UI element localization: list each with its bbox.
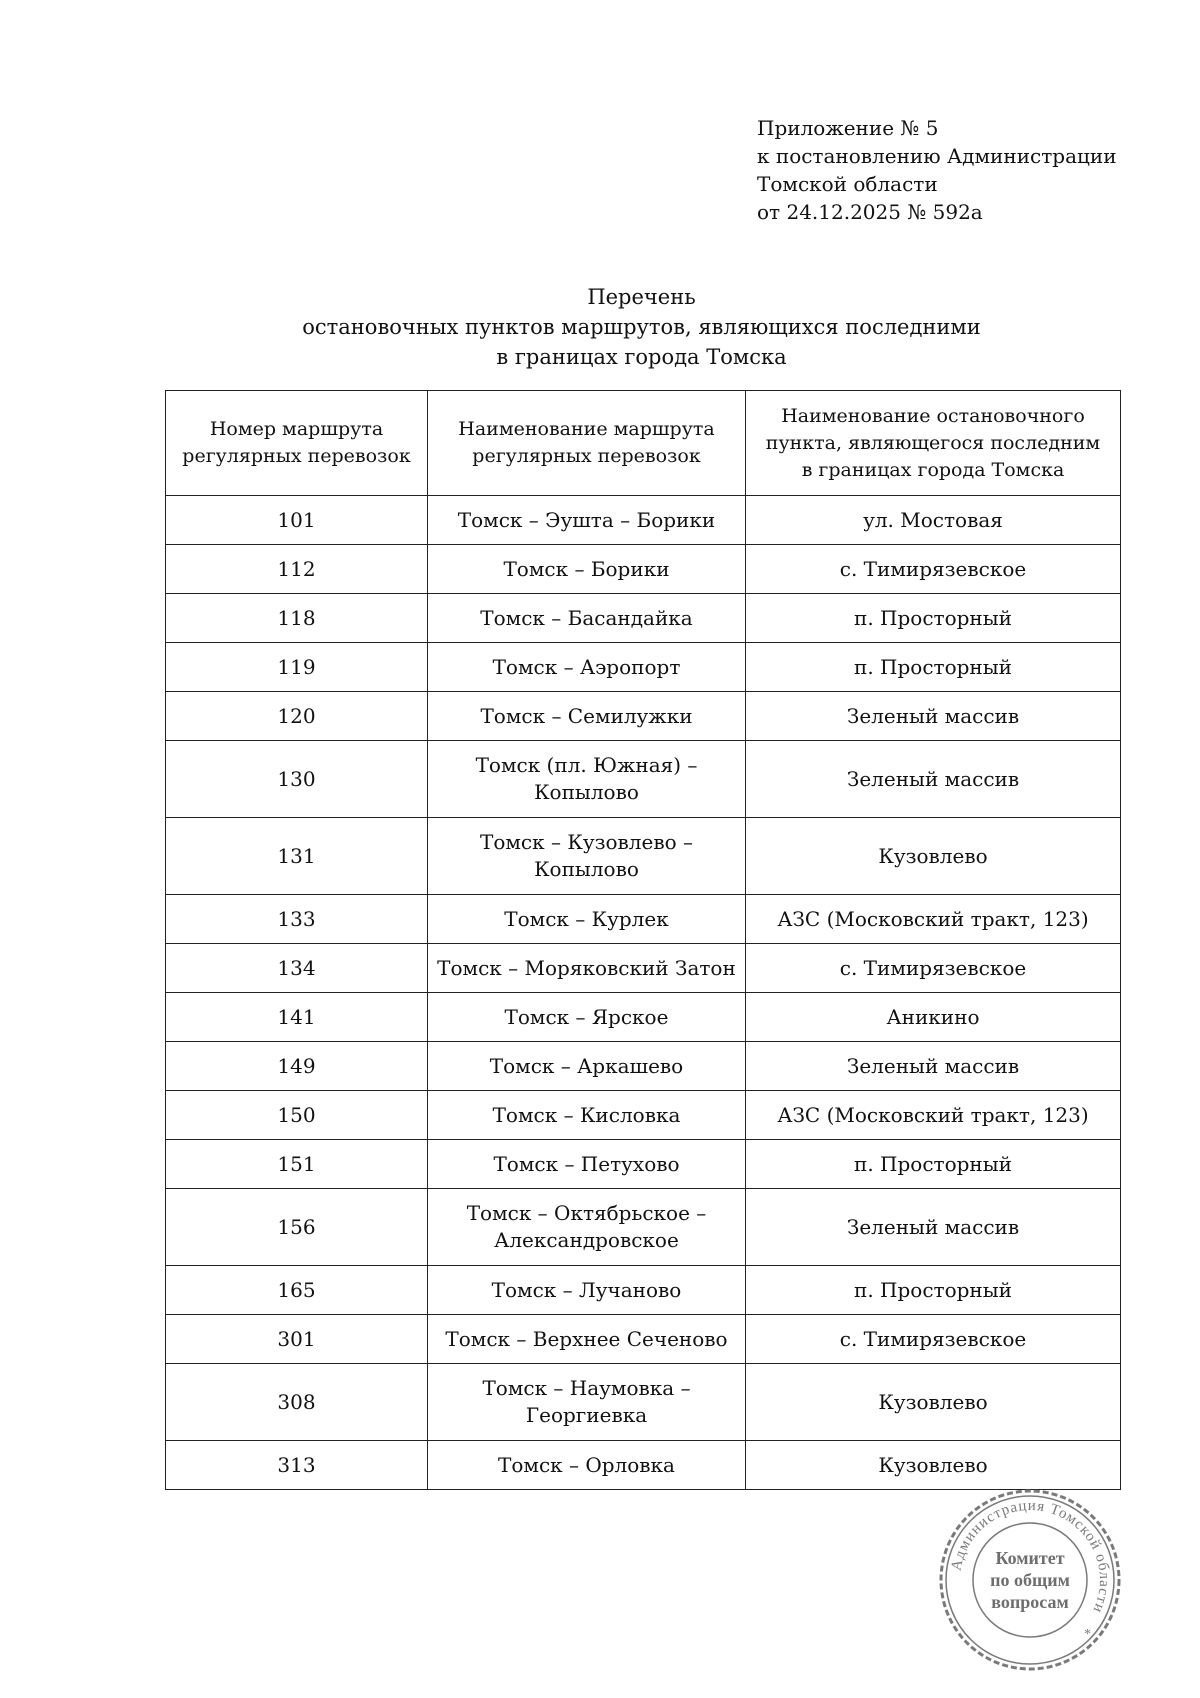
route-name-line: Томск – Борики <box>503 556 670 581</box>
route-number-cell: 134 <box>166 944 428 993</box>
header-last-stop <box>746 391 1121 496</box>
route-name-line: Томск – Курлек <box>504 906 669 931</box>
table-row <box>166 944 1121 993</box>
route-number-cell: 101 <box>166 496 428 545</box>
route-number-cell: 165 <box>166 1266 428 1315</box>
route-name-line: Копылово <box>534 857 639 881</box>
route-name-cell <box>428 1315 746 1364</box>
route-name-cell <box>428 1042 746 1091</box>
document-title <box>165 282 1118 372</box>
last-stop-cell: с. Тимирязевское <box>746 545 1121 594</box>
appendix-line-3: Томской области <box>757 172 938 196</box>
route-name-cell <box>428 741 746 818</box>
stamp-ring-text: Администрация Томской области <box>948 1497 1113 1616</box>
table-row <box>166 1091 1121 1140</box>
title-line-3: в границах города Томска <box>496 345 787 369</box>
route-number-cell: 131 <box>166 818 428 895</box>
route-number-cell: 130 <box>166 741 428 818</box>
route-number-cell: 150 <box>166 1091 428 1140</box>
route-name-line: Томск – Кузовлево – <box>479 830 693 854</box>
route-name-cell <box>428 594 746 643</box>
route-name-line: Томск – Октябрьское – <box>466 1201 707 1225</box>
route-name-line: Томск – Аэропорт <box>492 654 681 679</box>
appendix-line-1: Приложение № 5 <box>757 116 939 140</box>
stamp-star-icon: * <box>1084 1627 1091 1642</box>
table-row <box>166 1189 1121 1266</box>
table-row <box>166 643 1121 692</box>
last-stop-cell: с. Тимирязевское <box>746 944 1121 993</box>
route-name-cell <box>428 818 746 895</box>
table-header-row <box>166 391 1121 496</box>
last-stop-cell: п. Просторный <box>746 1140 1121 1189</box>
route-number-cell: 112 <box>166 545 428 594</box>
route-name-cell <box>428 692 746 741</box>
last-stop-cell: с. Тимирязевское <box>746 1315 1121 1364</box>
table-row <box>166 1315 1121 1364</box>
header-route-number <box>166 391 428 496</box>
last-stop-cell: ул. Мостовая <box>746 496 1121 545</box>
table-row <box>166 993 1121 1042</box>
route-name-line: Томск – Ярское <box>504 1004 669 1029</box>
appendix-line-4: от 24.12.2025 № 592а <box>757 200 983 224</box>
table-row <box>166 496 1121 545</box>
header-route-name <box>428 391 746 496</box>
route-number-cell: 118 <box>166 594 428 643</box>
table-row <box>166 741 1121 818</box>
route-name-cell <box>428 1091 746 1140</box>
header-line: в границах города Томска <box>801 458 1065 481</box>
routes-table <box>165 390 1121 1490</box>
last-stop-cell: Зеленый массив <box>746 1189 1121 1266</box>
route-number-cell: 301 <box>166 1315 428 1364</box>
last-stop-cell: АЗС (Московский тракт, 123) <box>746 1091 1121 1140</box>
table-row <box>166 1266 1121 1315</box>
route-name-cell <box>428 496 746 545</box>
route-name-line: Томск – Наумовка – <box>482 1376 691 1400</box>
title-line-2: остановочных пунктов маршрутов, являющихся последними <box>302 315 981 339</box>
last-stop-cell: Аникино <box>746 993 1121 1042</box>
last-stop-cell: Зеленый массив <box>746 1042 1121 1091</box>
last-stop-cell: Кузовлево <box>746 1364 1121 1441</box>
route-number-cell: 119 <box>166 643 428 692</box>
route-name-line: Томск – Басандайка <box>480 605 693 630</box>
route-name-cell <box>428 1441 746 1490</box>
route-name-cell <box>428 1266 746 1315</box>
route-name-line: Томск – Орловка <box>498 1452 675 1477</box>
appendix-line-2: к постановлению Администрации <box>757 144 1117 168</box>
route-name-cell <box>428 944 746 993</box>
route-name-line: Томск – Моряковский Затон <box>437 955 736 980</box>
route-name-line: Копылово <box>534 780 639 804</box>
route-name-cell <box>428 993 746 1042</box>
route-number-cell: 313 <box>166 1441 428 1490</box>
header-line: Наименование маршрута <box>458 418 715 440</box>
route-name-cell <box>428 545 746 594</box>
header-line: регулярных перевозок <box>182 445 411 467</box>
route-number-cell: 120 <box>166 692 428 741</box>
route-name-line: Томск – Семилужки <box>480 703 693 728</box>
last-stop-cell: Зеленый массив <box>746 741 1121 818</box>
table-row <box>166 1140 1121 1189</box>
route-name-line: Александровское <box>494 1228 679 1252</box>
table-body <box>166 496 1121 1490</box>
table-row <box>166 1364 1121 1441</box>
route-number-cell: 151 <box>166 1140 428 1189</box>
route-name-cell <box>428 1364 746 1441</box>
route-number-cell: 156 <box>166 1189 428 1266</box>
last-stop-cell: Кузовлево <box>746 818 1121 895</box>
route-name-line: Томск – Эушта – Борики <box>457 507 716 532</box>
header-line: Номер маршрута <box>209 418 384 440</box>
header-line: пункта, являющегося последним <box>765 431 1101 454</box>
table-row <box>166 594 1121 643</box>
stamp-center-line-3: вопросам <box>991 1592 1069 1612</box>
table-row <box>166 692 1121 741</box>
last-stop-cell: п. Просторный <box>746 594 1121 643</box>
official-stamp <box>938 1488 1122 1672</box>
last-stop-cell: Зеленый массив <box>746 692 1121 741</box>
table-row <box>166 1441 1121 1490</box>
appendix-block <box>757 114 1117 226</box>
route-name-line: Томск – Кисловка <box>492 1102 681 1127</box>
route-name-line: Томск (пл. Южная) – <box>475 753 698 777</box>
route-name-line: Томск – Петухово <box>493 1151 680 1176</box>
route-name-cell <box>428 1140 746 1189</box>
route-name-line: Георгиевка <box>525 1403 648 1427</box>
route-number-cell: 149 <box>166 1042 428 1091</box>
route-number-cell: 308 <box>166 1364 428 1441</box>
header-line: регулярных перевозок <box>472 445 701 467</box>
route-name-line: Томск – Лучаново <box>491 1277 682 1302</box>
route-name-line: Томск – Верхнее Сеченово <box>445 1326 728 1351</box>
table-row <box>166 818 1121 895</box>
route-name-cell <box>428 643 746 692</box>
table-row <box>166 1042 1121 1091</box>
table-row <box>166 895 1121 944</box>
route-number-cell: 141 <box>166 993 428 1042</box>
last-stop-cell: АЗС (Московский тракт, 123) <box>746 895 1121 944</box>
last-stop-cell: Кузовлево <box>746 1441 1121 1490</box>
route-number-cell: 133 <box>166 895 428 944</box>
title-line-1: Перечень <box>587 285 696 309</box>
route-name-cell <box>428 895 746 944</box>
stamp-center-line-1: Комитет <box>995 1548 1065 1568</box>
route-name-cell <box>428 1189 746 1266</box>
last-stop-cell: п. Просторный <box>746 643 1121 692</box>
stamp-center-line-2: по общим <box>990 1570 1070 1590</box>
route-name-line: Томск – Аркашево <box>489 1053 684 1078</box>
table-row <box>166 545 1121 594</box>
last-stop-cell: п. Просторный <box>746 1266 1121 1315</box>
header-line: Наименование остановочного <box>781 404 1085 427</box>
